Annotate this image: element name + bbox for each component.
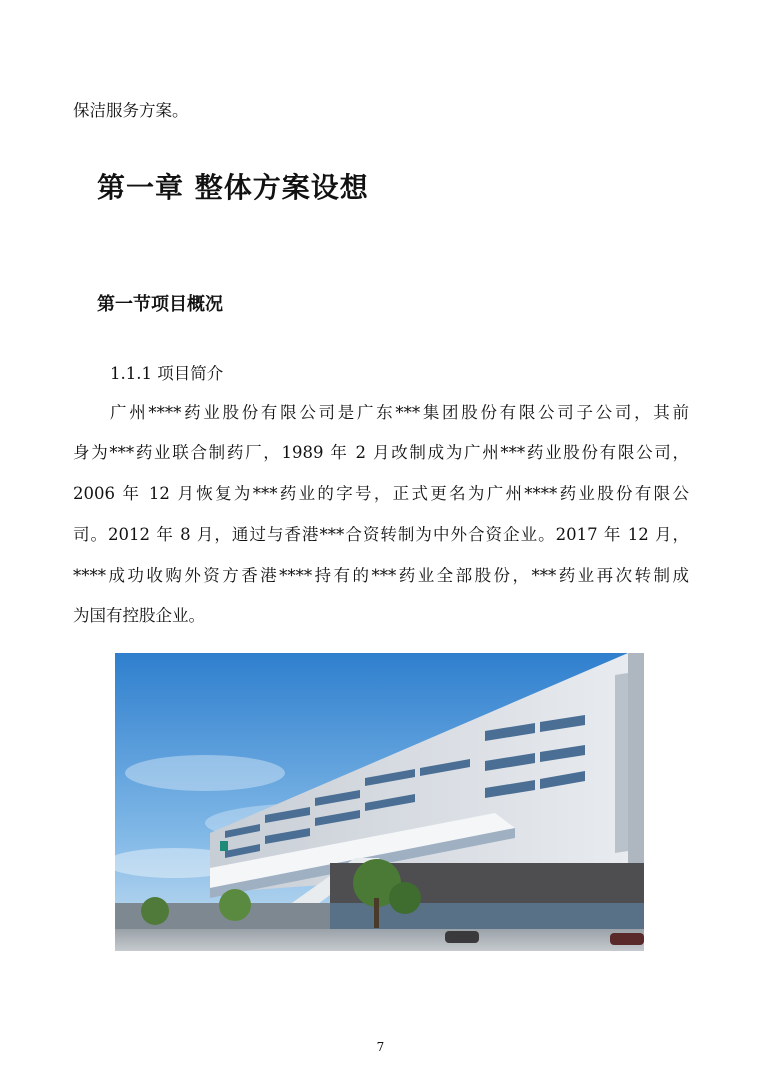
paragraph-line: 2006 年 12 月恢复为***药业的字号，正式更名为广州****药业股份有限公 — [73, 484, 689, 503]
subsection-title: 1.1.1 项目简介 — [110, 364, 224, 383]
paragraph-line: 为国有控股企业。 — [73, 606, 205, 625]
chapter-title: 第一章 整体方案设想 — [97, 171, 369, 204]
building-photo — [115, 653, 644, 951]
section-title: 第一节项目概况 — [97, 294, 223, 315]
intro-text: 保洁服务方案。 — [73, 101, 189, 120]
page-number: 7 — [376, 1040, 385, 1054]
paragraph-line: 司。2012 年 8 月，通过与香港***合资转制为中外合资企业。2017 年 12 月， — [73, 525, 689, 544]
paragraph-line: 广州****药业股份有限公司是广东***集团股份有限公司子公司，其前 — [110, 403, 689, 422]
paragraph-line: 身为***药业联合制药厂，1989 年 2 月改制成为广州***药业股份有限公司， — [73, 443, 689, 462]
paragraph-line: ****成功收购外资方香港****持有的***药业全部股份，***药业再次转制成 — [73, 566, 689, 585]
